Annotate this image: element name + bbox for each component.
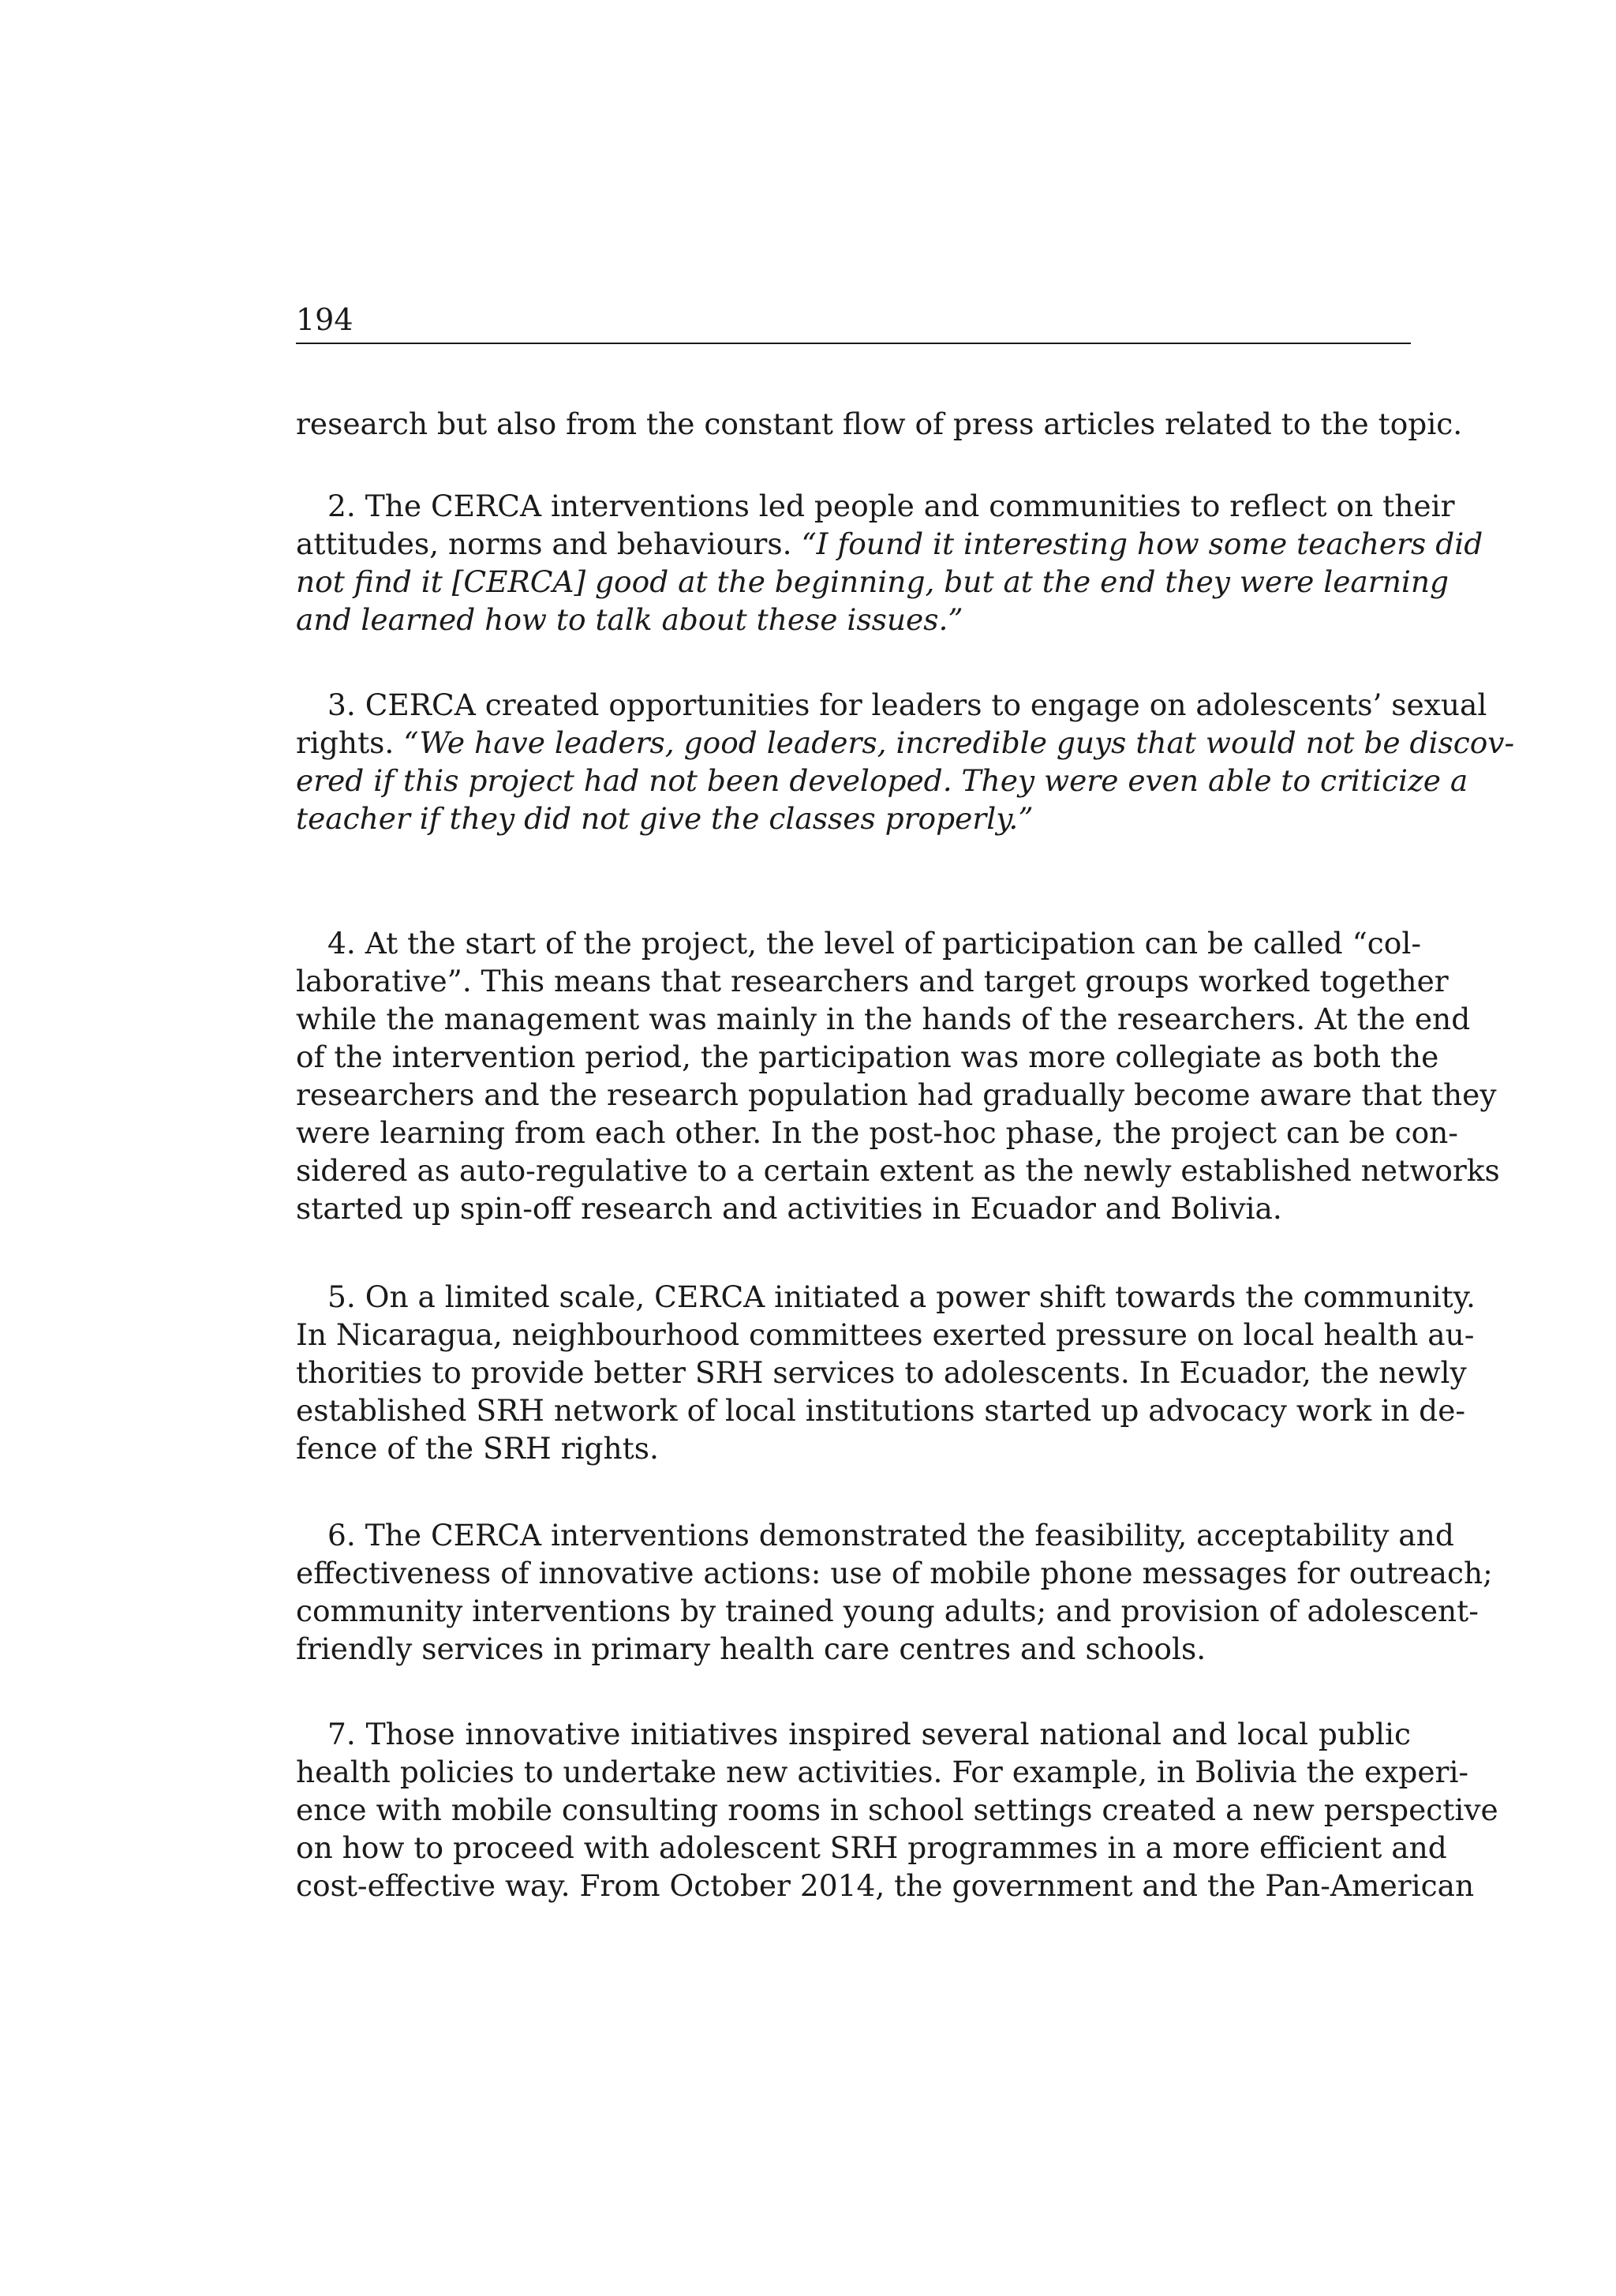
text-line: 6. The CERCA interventions demonstrated the feasibility, acceptability and	[327, 1518, 1454, 1553]
text-line: ence with mobile consulting rooms in school settings created a new perspective	[296, 1792, 1498, 1827]
text-line: while the management was mainly in the hands of the researchers. At the end	[296, 1002, 1471, 1036]
text-line: effectiveness of innovative actions: use of mobile phone messages for outreach;	[296, 1556, 1493, 1590]
page-number: 194	[296, 302, 354, 337]
text-line: attitudes, norms and behaviours. “I found it interesting how some teachers did	[296, 526, 1483, 561]
header-rule	[296, 343, 1411, 344]
text-line: laborative”. This means that researchers and target groups worked together	[296, 964, 1449, 998]
text-line: fence of the SRH rights.	[296, 1431, 659, 1466]
text-line: on how to proceed with adolescent SRH programmes in a more efficient and	[296, 1830, 1447, 1865]
text-line: 5. On a limited scale, CERCA initiated a power shift towards the community.	[327, 1279, 1476, 1314]
text-line: thorities to provide better SRH services to adolescents. In Ecuador, the newly	[296, 1355, 1467, 1390]
text-line: rights. “We have leaders, good leaders, incredible guys that would not be discov-	[296, 725, 1515, 760]
text-line: were learning from each other. In the post-hoc phase, the project can be con-	[296, 1115, 1458, 1150]
quote-line: ered if this project had not been developed. They were even able to criticize a	[296, 763, 1468, 798]
text-line: 7. Those innovative initiatives inspired several national and local public	[327, 1717, 1411, 1751]
text-line: established SRH network of local institutions started up advocacy work in de-	[296, 1393, 1466, 1428]
text-line: In Nicaragua, neighbourhood committees exerted pressure on local health au-	[296, 1317, 1475, 1352]
text-line: started up spin-off research and activities in Ecuador and Bolivia.	[296, 1191, 1282, 1226]
text-line: of the intervention period, the participation was more collegiate as both the	[296, 1039, 1439, 1074]
quote-line: and learned how to talk about these issues.”	[296, 602, 963, 637]
text-line: researchers and the research population had gradually become aware that they	[296, 1077, 1497, 1112]
text-line: cost-effective way. From October 2014, the government and the Pan-American	[296, 1868, 1475, 1903]
quote-text: “I found it interesting how some teachers did	[801, 526, 1483, 561]
text-line: sidered as auto-regulative to a certain extent as the newly established networks	[296, 1153, 1500, 1188]
text-line: 4. At the start of the project, the level of participation can be called “col-	[327, 926, 1422, 961]
text-line: health policies to undertake new activities. For example, in Bolivia the experi-	[296, 1755, 1469, 1789]
text-line: 2. The CERCA interventions led people and communities to reflect on their	[327, 489, 1455, 523]
text-line: 3. CERCA created opportunities for leaders to engage on adolescents’ sexual	[327, 687, 1487, 722]
text-line: community interventions by trained young adults; and provision of adolescent-	[296, 1594, 1479, 1628]
quote-line: teacher if they did not give the classes properly.”	[296, 801, 1034, 836]
quote-line: not find it [CERCA] good at the beginning, but at the end they were learning	[296, 564, 1450, 599]
text-line: friendly services in primary health care centres and schools.	[296, 1631, 1206, 1666]
quote-text: “We have leaders, good leaders, incredible guys that would not be discov-	[403, 725, 1515, 760]
text-line: research but also from the constant flow of press articles related to the topic.	[296, 406, 1463, 441]
